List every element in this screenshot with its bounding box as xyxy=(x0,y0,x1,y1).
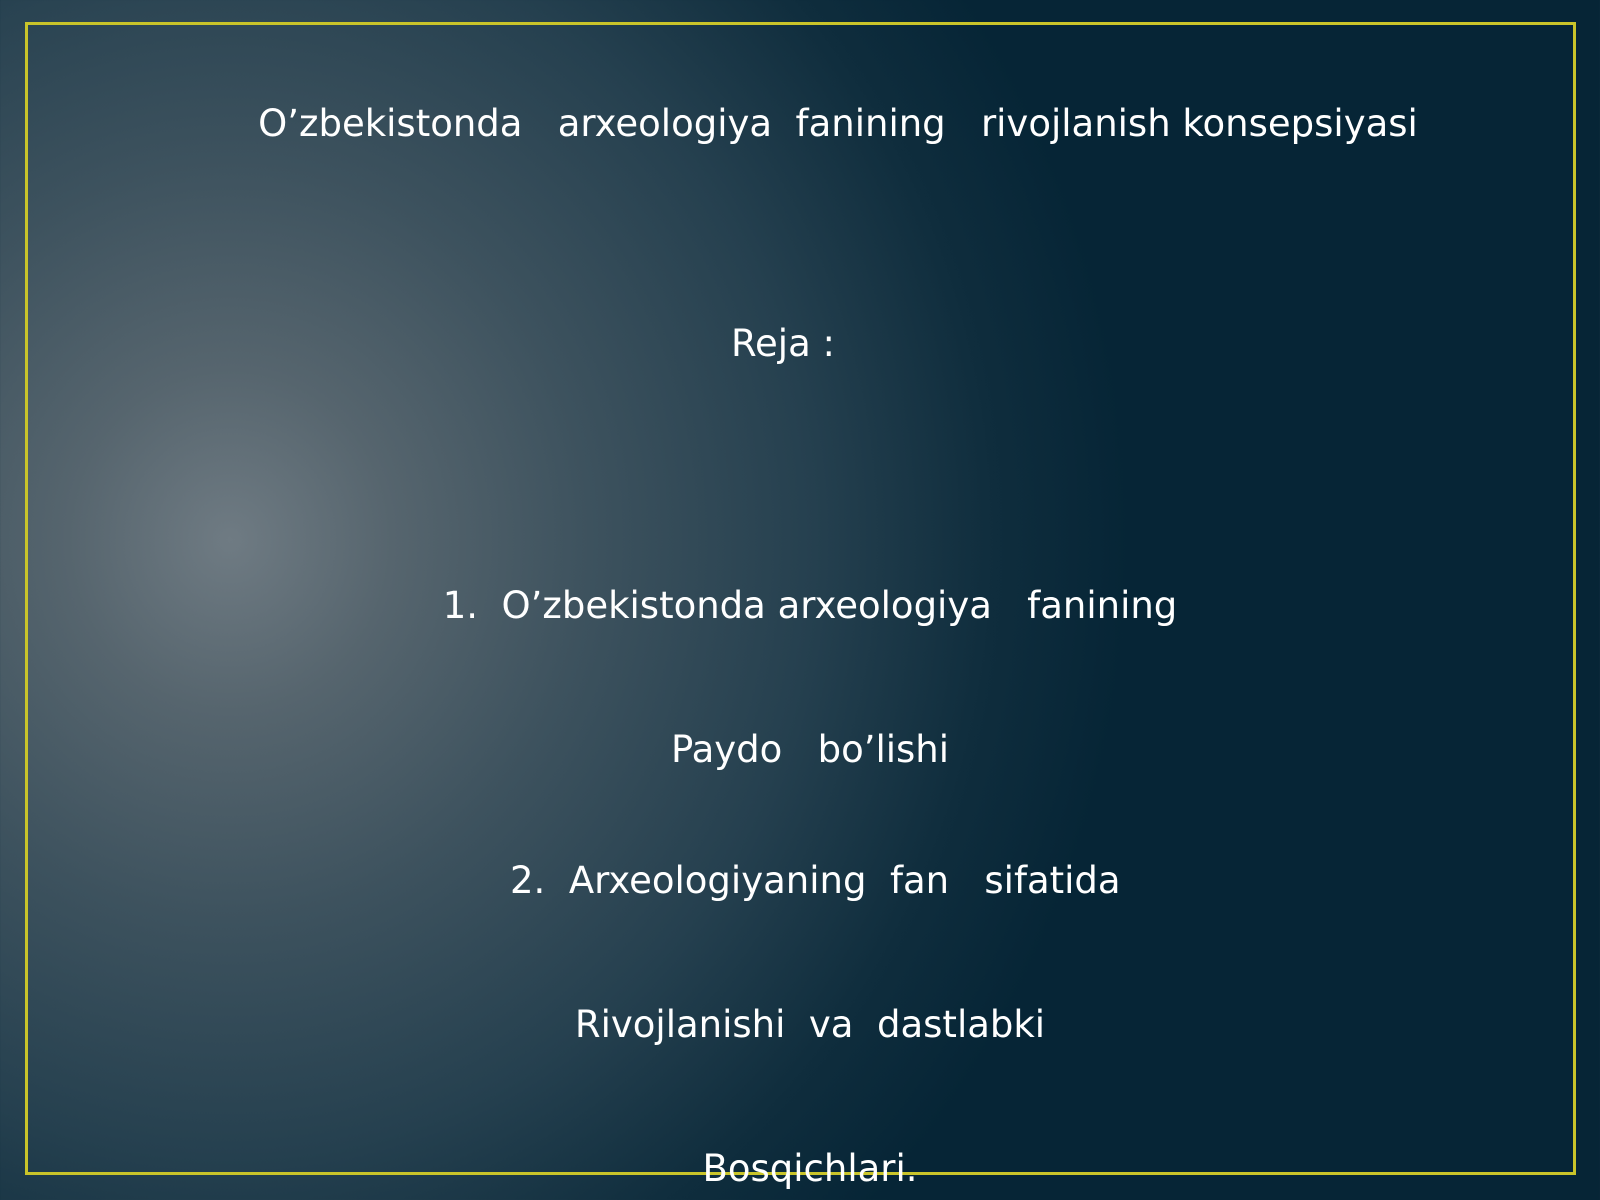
plan-item-2-line-1: 2. Arxeologiyaning fan sifatida xyxy=(510,859,1121,902)
plan-heading: Reja : xyxy=(731,322,835,365)
plan-item-2 xyxy=(510,761,1121,1200)
slide-title: O’zbekistonda arxeologiya fanining rivojlanish konsepsiyasi xyxy=(258,102,1418,145)
plan-item-2-line-3: Bosqichlari. xyxy=(702,1147,918,1190)
plan-item-1-line-1: 1. O’zbekistonda arxeologiya fanining xyxy=(442,584,1178,627)
plan-item-2-line-2: Rivojlanishi va dastlabki xyxy=(574,1003,1046,1046)
plan-item-1-line-2: Paydo bo’lishi xyxy=(670,728,950,771)
